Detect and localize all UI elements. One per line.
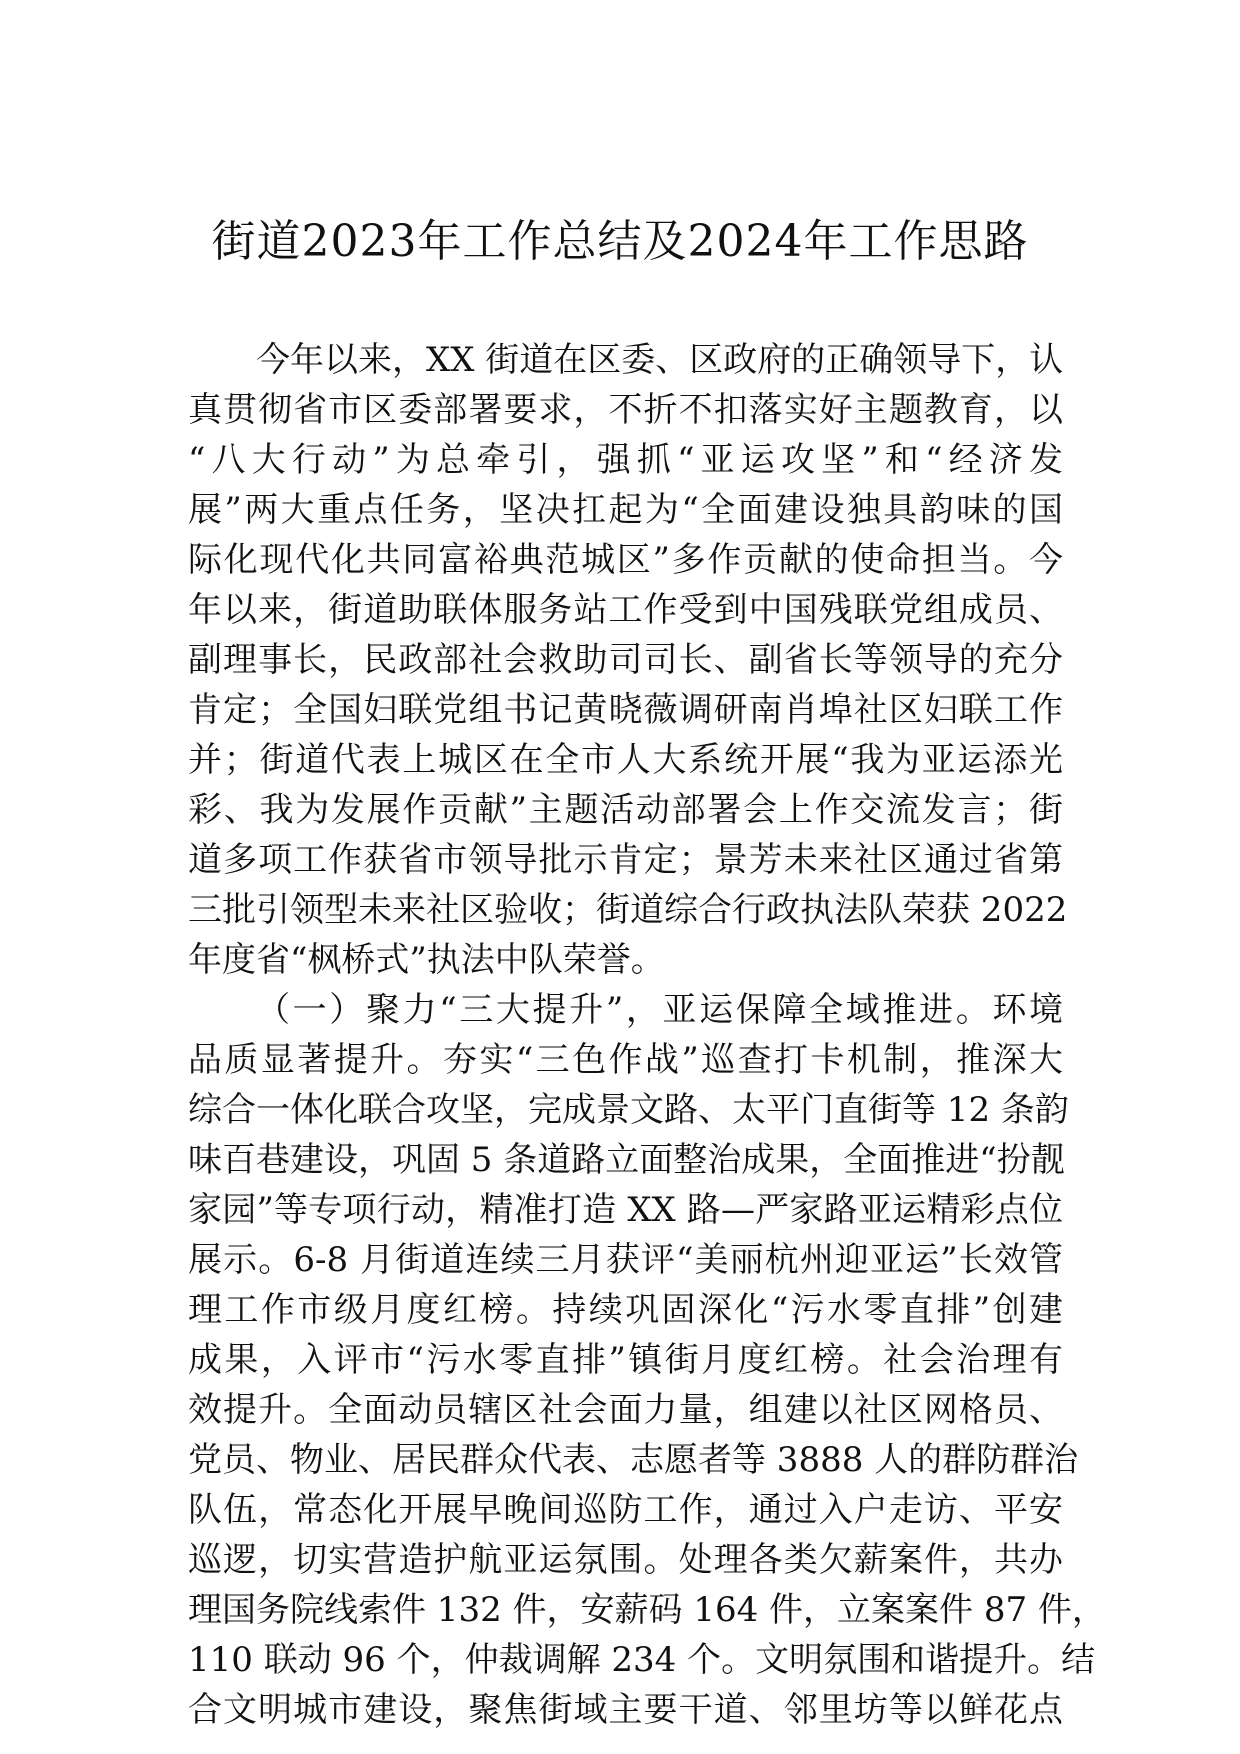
- paragraph-line: “八大行动”为总牵引，强抓“亚运攻坚”和“经济发: [188, 440, 1063, 480]
- paragraph-line: 巡逻，切实营造护航亚运氛围。处理各类欠薪案件，共办: [188, 1540, 1063, 1580]
- paragraph-line: 家园”等专项行动，精准打造 XX 路—严家路亚运精彩点位: [188, 1190, 1063, 1230]
- paragraph-line: 成果，入评市“污水零直排”镇街月度红榜。社会治理有: [188, 1340, 1063, 1380]
- paragraph-line: 理工作市级月度红榜。持续巩固深化“污水零直排”创建: [188, 1290, 1063, 1330]
- paragraph-line: 副理事长，民政部社会救助司司长、副省长等领导的充分: [188, 640, 1063, 680]
- paragraph-line: 彩、我为发展作贡献”主题活动部署会上作交流发言；街: [188, 790, 1063, 830]
- paragraph-line: 综合一体化联合攻坚，完成景文路、太平门直街等 12 条韵: [188, 1090, 1069, 1130]
- paragraph-line: 真贯彻省市区委部署要求，不折不扣落实好主题教育，以: [188, 390, 1063, 430]
- paragraph-line: 合文明城市建设，聚焦街域主要干道、邻里坊等以鲜花点: [188, 1690, 1063, 1730]
- paragraph-line: 队伍，常态化开展早晚间巡防工作，通过入户走访、平安: [188, 1490, 1063, 1530]
- document-body: [188, 335, 1106, 1735]
- paragraph-line: 三批引领型未来社区验收；街道综合行政执法队荣获 2022: [188, 890, 1068, 930]
- paragraph-line: 党员、物业、居民群众代表、志愿者等 3888 人的群防群治: [188, 1440, 1079, 1480]
- paragraph-line: 品质显著提升。夯实“三色作战”巡查打卡机制，推深大: [188, 1040, 1063, 1080]
- paragraph-line: 年度省“枫桥式”执法中队荣誉。: [188, 940, 665, 980]
- paragraph-line: 展”两大重点任务，坚决扛起为“全面建设独具韵味的国: [188, 490, 1063, 530]
- paragraph-line: （一）聚力“三大提升”，亚运保障全域推进。环境: [256, 990, 1063, 1030]
- paragraph-line: 展示。6-8 月街道连续三月获评“美丽杭州迎亚运”长效管: [188, 1240, 1063, 1280]
- paragraph-line: 今年以来，XX 街道在区委、区政府的正确领导下，认: [256, 340, 1064, 380]
- paragraph-line: 年以来，街道助联体服务站工作受到中国残联党组成员、: [188, 590, 1063, 630]
- paragraph-line: 际化现代化共同富裕典范城区”多作贡献的使命担当。今: [188, 540, 1063, 580]
- paragraph-line: 肯定；全国妇联党组书记黄晓薇调研南肖埠社区妇联工作: [188, 690, 1063, 730]
- paragraph-line: 味百巷建设，巩固 5 条道路立面整治成果，全面推进“扮靓: [188, 1140, 1065, 1180]
- paragraph-line: 道多项工作获省市领导批示肯定；景芳未来社区通过省第: [188, 840, 1063, 880]
- paragraph-line: 理国务院线索件 132 件，安薪码 164 件，立案案件 87 件，: [188, 1590, 1106, 1630]
- paragraph-line: 并；街道代表上城区在全市人大系统开展“我为亚运添光: [188, 740, 1063, 780]
- paragraph-line: 效提升。全面动员辖区社会面力量，组建以社区网格员、: [188, 1390, 1063, 1430]
- paragraph-line: 110 联动 96 个，仲裁调解 234 个。文明氛围和谐提升。结: [188, 1640, 1096, 1680]
- document-title: 街道2023年工作总结及2024年工作思路: [211, 216, 1029, 267]
